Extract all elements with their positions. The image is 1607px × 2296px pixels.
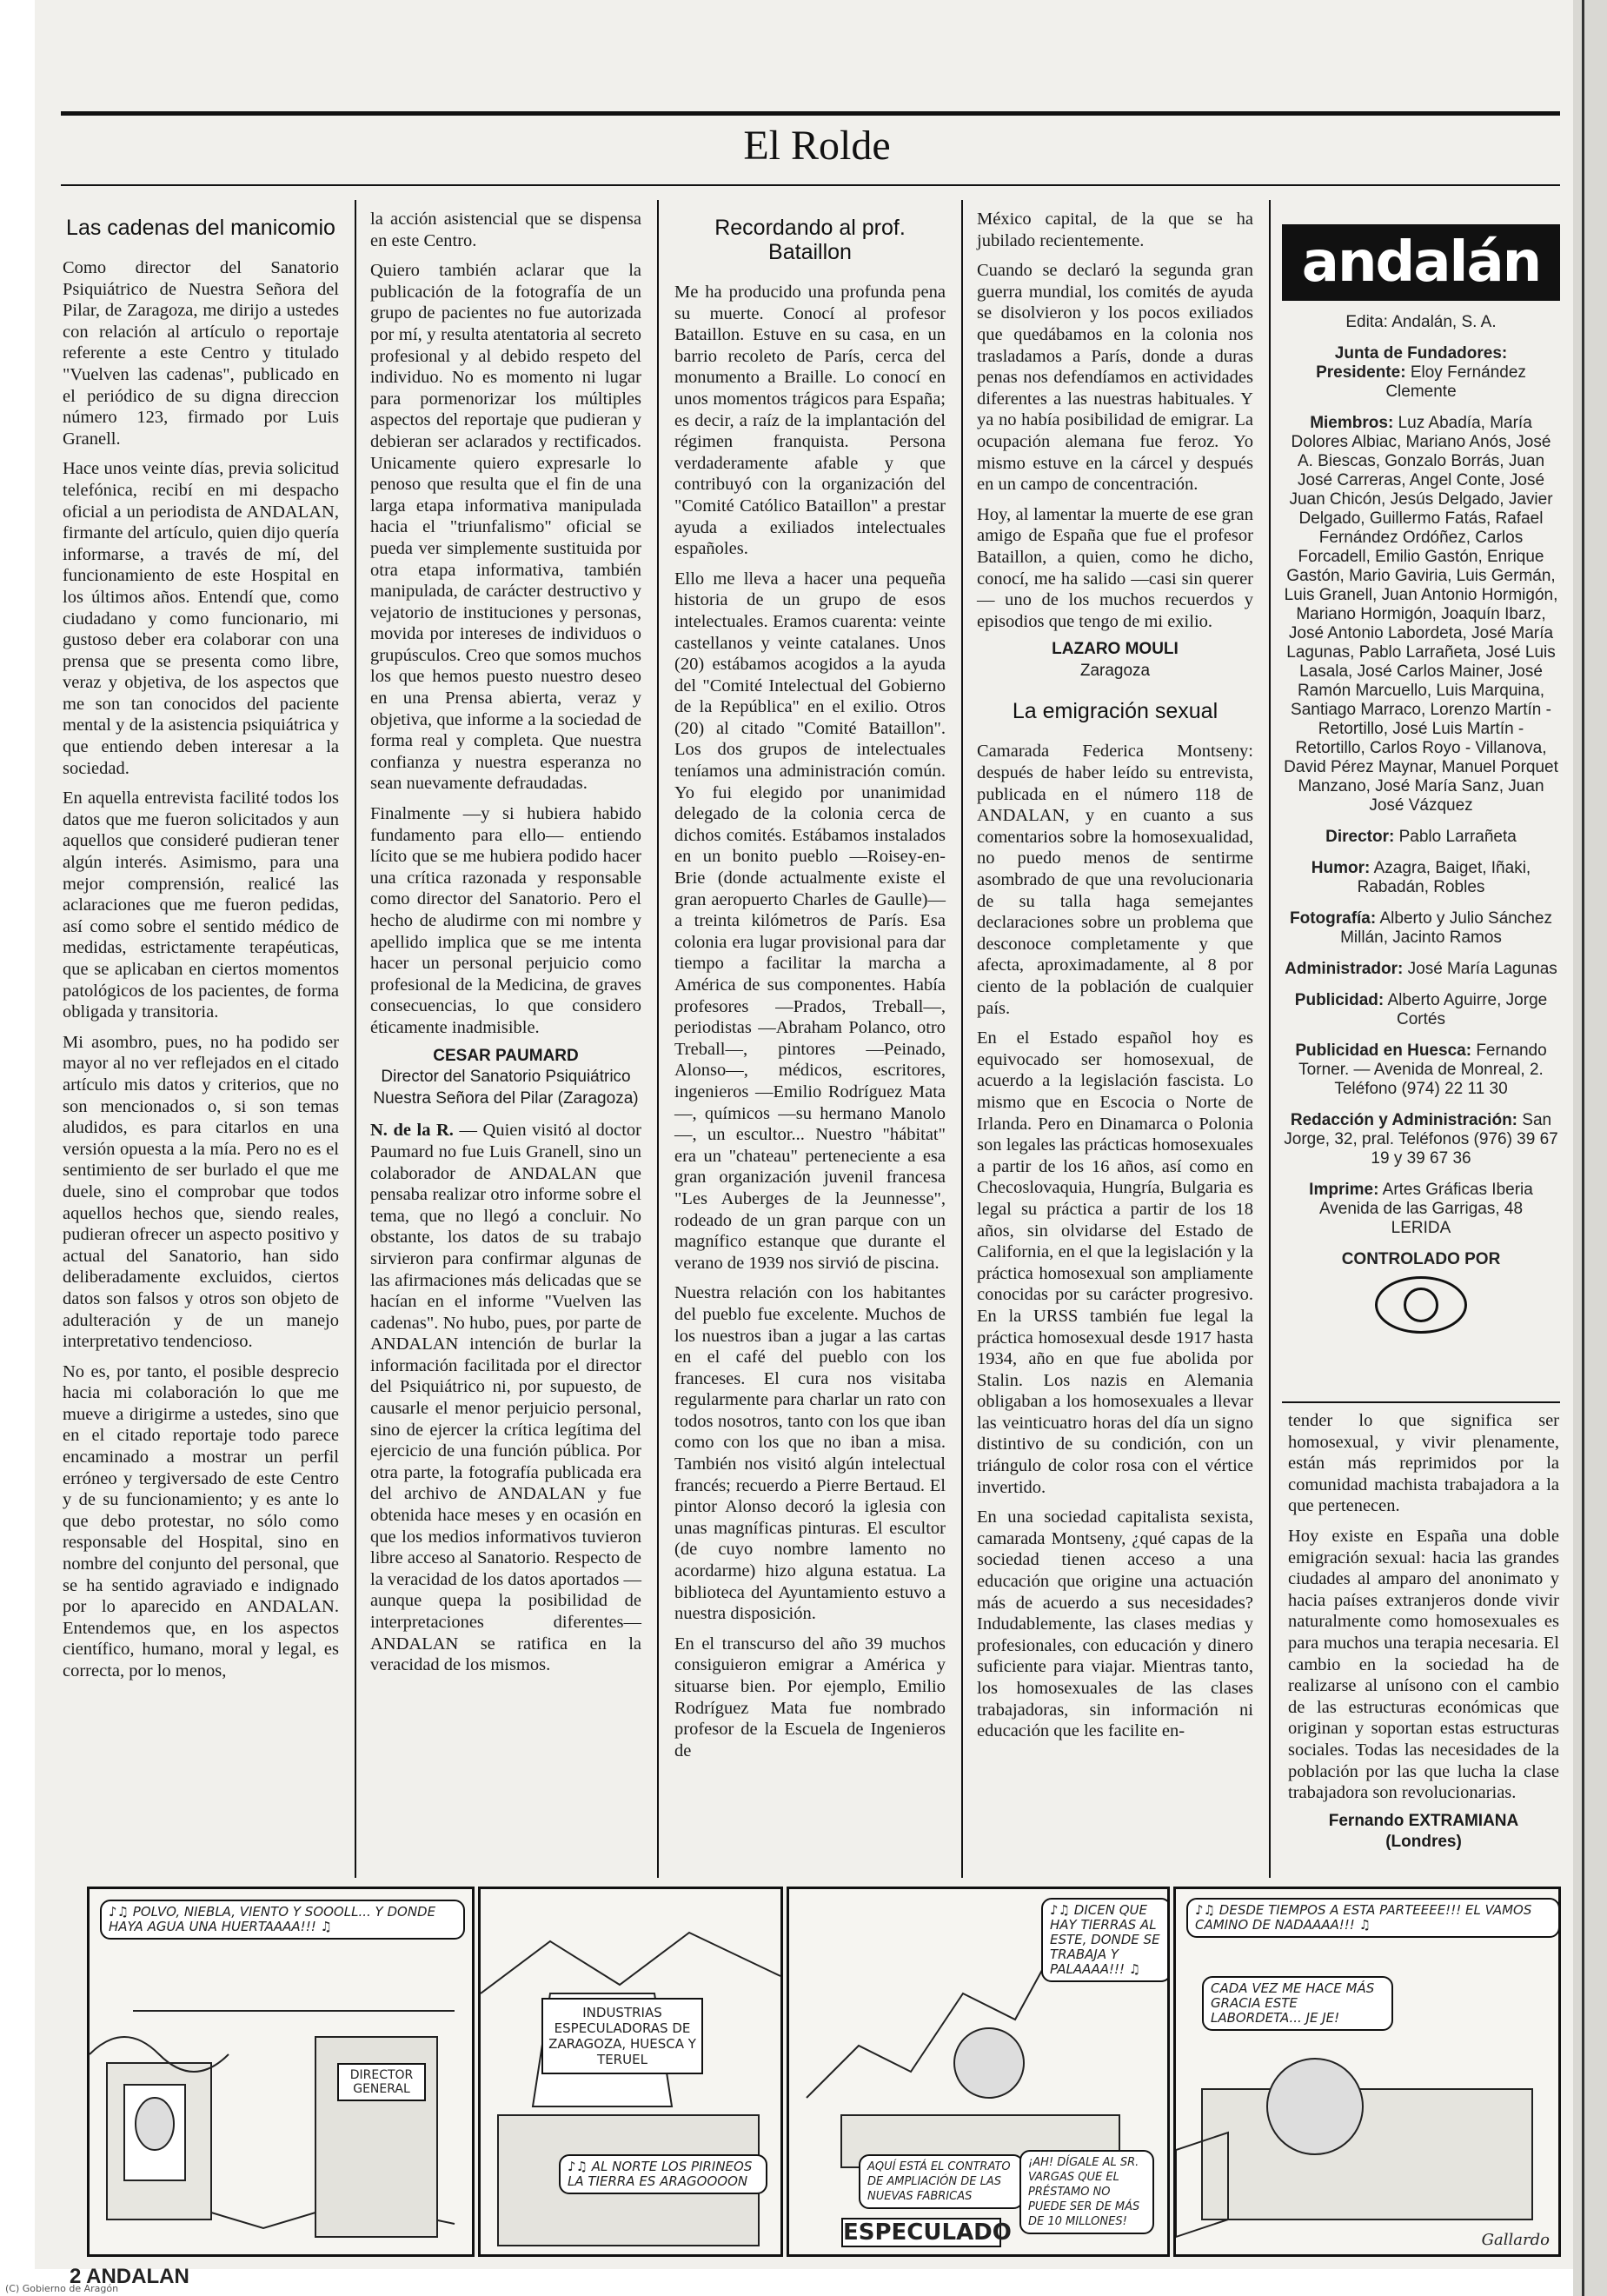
section-title: El Rolde	[743, 123, 891, 169]
headline-cadenas: Las cadenas del manicomio	[66, 216, 335, 240]
advertising-line: Publicidad: Alberto Aguirre, Jorge Cortés	[1294, 991, 1548, 1028]
paragraph: Cuando se declaró la segunda gran guerra mundial, los comités de ayuda se disolvieron y los pocos exiliados que quedábamos en la colonia nos trasladamos a París, donde a duras penas nos defendíamos en actividades diferentes a las nuestras habituales. Y ya no había posibilidad de emigrar. La ocupación alemana fue feroz. Yo mismo estuve en la cárcel y después en un campo de concentración.	[977, 261, 1253, 495]
admin-line: Administrador: José María Lagunas	[1285, 960, 1557, 978]
editorial-address-line: Redacción y Administración: San Jorge, 32, pral. Teléfonos (976) 39 67 19 y 39 67 36	[1284, 1111, 1558, 1168]
ojd-seal-icon	[1375, 1276, 1467, 1334]
paragraph: Camarada Federica Montseny: después de haber leído su entrevista, publicada en el número 118 de ANDALAN, y en cuanto a sus comentarios sobre la homosexualidad, no puedo menos de sentirme asombrado de que una revolucionaria de su talla haga semejantes declaraciones sobre un problema que desconoce completamente y que afecta, aproximadamente, al 8 por ciento de la población de cualquier país.	[977, 742, 1253, 1018]
paragraph: En aquella entrevista facilité todos los datos que me fueron solicitados y aun aquellos que consideré pudieran tener algún interés. Asimismo, para una mejor comprensión, realicé las aclaraciones que me fueron pedidas, así como sobre el sentido médico de medidas, estrictamente terapéuticas, que se aplicaban en ciertos momentos patológicos de los pacientes, de forma obligada y transitoria.	[63, 789, 339, 1022]
director-door-sign: DIRECTOR GENERAL	[337, 2063, 426, 2101]
column-divider	[355, 200, 356, 1878]
comic-panel-3	[787, 1887, 1170, 2257]
huesca-line: Publicidad en Huesca: Fernando Torner. — Avenida de Monreal, 2. Teléfono (974) 22 11 30	[1295, 1042, 1547, 1098]
comic-panel-1	[87, 1887, 475, 2257]
paragraph: Hoy existe en España una doble emigración sexual: hacia las grandes ciudades al amparo del anonimato y hacia países extranjeros donde vivir naturalmente como homosexuales es para muchos una terapia necesaria. El cambio en la sociedad ha de realizarse al unísono con el cambio de las estructuras económicas que originan y soportan estas estructuras sociales. Todas las necesidades de la población por las que lucha la clase trabajadora son revolucionarias.	[1288, 1526, 1559, 1803]
column-divider	[961, 200, 963, 1878]
column-1	[63, 209, 339, 1682]
paragraph: No es, por tanto, el posible desprecio hacia mi colaboración lo que me mueve a dirigirme a ustedes, sino que en el citado reportaje todo parece encaminado a mostrar un perfil erróneo y tergiversado de este Centro y de su funcionamiento; y es ante lo que debo protestar, no sólo como responsable del Hospital, sino en nombre del conjunto del personal, que se ha sentido agraviado e indignado por lo aparecido en ANDALAN. Entendemos que, en los aspectos científico, humano, moral y legal, es correcta, por lo menos,	[63, 1361, 339, 1680]
paragraph: Nuestra relación con los habitantes del pueblo fue excelente. Muchos de los nuestros iban a jugar a las cartas en el café del pueblo con los franceses. El cura nos visitaba regularmente para charlar un rato con todos nosotros, tanto con los que iban como con los que no iban a misa. También nos visitó algún intelectual francés; recuerdo a Pierre Bertaud. El pintor Alonso decoró la iglesia con unas magníficas pinturas. El escultor (de cuyo nombre lamento no acordarme) hizo alguna estatua. La biblioteca del Ayuntamiento estuvo a nuestra disposición.	[674, 1283, 946, 1624]
controlled-label: CONTROLADO POR	[1341, 1250, 1501, 1268]
signature-city: (Londres)	[1385, 1833, 1462, 1852]
masthead	[1282, 198, 1560, 1402]
paragraph: Mi asombro, pues, no ha podido ser mayor al no ver reflejados en el citado artículo mis datos y criterios, que no son mencionados o, si son temas aludidos, es para citarlos en una versión opuesta a la mía. Pero no es el sentimiento de ser burlado el que me duele, sino el comprobar que todos aquellos hechos que, siendo reales, pudieran ofrecer un aspecto positivo y actual del Sanatorio, han sido deliberadamente excluidos, ciertos datos son falsos y otros son objeto de adulteración y de un manejo interpretativo tendencioso.	[63, 1032, 339, 1352]
paragraph: En una sociedad capitalista sexista, camarada Montseny, ¿qué capas de la sociedad tienen acceso a una educación que origine una actuación más de acuerdo a sus necesidades? Indudablemente, las clases medias y profesionales, con educación y dinero suficiente para viajar. Mientras tanto, los homosexuales de las clases trabajadoras, sin información ni educación que les facilite en-	[977, 1507, 1253, 1741]
comic-bubble: CADA VEZ ME HACE MÁS GRACIA ESTE LABORDETA... JE JE!	[1202, 1976, 1393, 2031]
junta-label: Junta de Fundadores:	[1334, 344, 1508, 363]
paragraph: Como director del Sanatorio Psiquiátrico de Nuestra Señora del Pilar, de Zaragoza, me dirijo a ustedes con relación al artículo o reportaje referente a este Centro y titulado "Vuelven las cadenas", publicado en el periódico de su digna direccion número 123, firmado por Luis Granell.	[63, 258, 339, 449]
paragraph: En el Estado español hoy es equivocado ser homosexual, de acuerdo a la legislación fascista. Lo mismo que en Escocia o Norte de Irlanda. Pero en Dinamarca o Polonia son legales las prácticas homosexuales a partir de los 16 años, así como en Checoslovaquia, Hungría, Bulgaria es legal su práctica a partir de los 18 años, sin olvidarse del Estado de California, en el que la legislación y la práctica homosexual son ampliamente conocidas por su carácter progresivo. En la URSS también fue legal la práctica homosexual desde 1917 hasta 1934, año en que fue abolida por Stalin. Los nazis en Alemania obligaban a los homosexuales a llevar las veinticuatro horas del día un signo distintivo de su condición, con un triángulo de color rosa con el vértice invertido.	[977, 1028, 1253, 1497]
signature-extramiana: Fernando EXTRAMIANA	[1328, 1811, 1519, 1830]
comic-bubble: ♪♫ DICEN QUE HAY TIERRAS AL ESTE, DONDE SE TRABAJA Y PALAAAA!!! ♫	[1041, 1898, 1170, 1982]
president-line: Presidente: Eloy Fernández Clemente	[1316, 363, 1526, 401]
signature-title: Director del Sanatorio Psiquiátrico Nuestra Señora del Pilar (Zaragoza)	[373, 1068, 639, 1108]
editor-note-text: — Quien visitó al doctor Paumard no fue Luis Granell, sino un colaborador de ANDALAN que pensaba realizar otro informe sobre el tema, que no llegó a concluir. No obstante, los datos de su trabajo sirvieron para confirmar algunas de las afirmaciones más delicadas que se hacían en el informe "Vuelven las cadenas". No hubo, pues, por parte de ANDALAN intención de burlar la información facilitada por el director del Psiquiátrico ni, por supuesto, de causarle el menor perjuicio personal, sino de ejercer la crítica legítima del ejercicio de una función pública. Por otra parte, la fotografía publicada era del archivo de ANDALAN y fue obtenida hace meses y en ocasión en que los medios informativos tuvieron libre acceso al Sanatorio. Respecto de la veracidad de los datos aportados —aunque quepa la posibilidad de interpretaciones diferentes— ANDALAN se ratifica en la veracidad de los mismos.	[370, 1121, 641, 1675]
comic-panel-4	[1173, 1887, 1561, 2257]
top-rule	[61, 111, 1560, 116]
comic-bubble: ♪♫ AL NORTE LOS PIRINEOS LA TIERRA ES ARAGOOOON	[559, 2154, 767, 2194]
archive-credit: (C) Gobierno de Aragón	[5, 2283, 119, 2294]
page-footer: 2 ANDALAN	[70, 2265, 189, 2288]
members-line: Miembros: Luz Abadía, María Dolores Albiac, Mariano Anós, José A. Biescas, Gonzalo Borrás, Juan José Carreras, Angel Conte, José Juan Chicón, Jesús Delgado, Javier Delgado, Guillermo Fatás, Rafael Fernández Ordóñez, Carlos Forcadell, Emilio Gastón, Enrique Gastón, Mario Gaviria, Luis Germán, Luis Granell, Juan Antonio Hormigón, Mariano Hormigón, Joaquín Ibarz, José Antonio Labordeta, José María Lagunas, Pablo Larrañeta, José Luis Lasala, José Carlos Mainer, José Ramón Marcuello, Luis Marquina, Santiago Marraco, Lorenzo Martín - Retortillo, José Luis Martín - Retortillo, Carlos Royo - Villanova, David Pérez Maynar, Manuel Porquet Manzano, José María Sanz, Juan José Vázquez	[1284, 414, 1558, 815]
masthead-rule	[1282, 1401, 1560, 1403]
comic-panel-2	[478, 1887, 783, 2257]
paragraph: Finalmente —y si hubiera habido fundamento para ello— entiendo lícito que se me hubiera podido hacer una crítica razonada y responsable como director del Sanatorio. Pero el hecho de aludirme con mi nombre y apellido implica que se me intenta hacer un personal perjuicio como profesional de la Medicina, de graves consecuencias, lo que considero éticamente inadmisible.	[370, 804, 641, 1037]
paragraph: tender lo que significa ser homosexual, y vivir plenamente, están más reprimidos por la comunidad machista trabajadora a la que pertenecen.	[1288, 1411, 1559, 1516]
printer-line: Imprime: Artes Gráficas Iberia Avenida de las Garrigas, 48	[1309, 1181, 1533, 1218]
signature-city: Zaragoza	[1079, 661, 1151, 680]
comic-drawing-4	[1176, 1889, 1558, 2254]
signature-mouli: LAZARO MOULI	[1052, 640, 1179, 659]
comic-bubble: AQUÍ ESTÁ EL CONTRATO DE AMPLIACIÓN DE LAS NUEVAS FABRICAS	[859, 2154, 1024, 2209]
paragraph: Hace unos veinte días, previa solicitud telefónica, recibí en mi despacho oficial a un periodista de ANDALAN, firmante del artículo, quien dijo quería informarse, a través de mí, del funcionamiento de este Hospital en los últimos años. Entendí que, como ciudadano y como funcionario, mi gustoso deber era colaborar con una prensa que se presenta como libre, veraz y objetiva, de los aspectos que me son tan conocidos del paciente mental y de la asistencia psiquiátrica y que entiendo deben interesar a la sociedad.	[63, 459, 339, 778]
speculator-sign: ESPECULADO	[843, 2219, 1012, 2246]
adjacent-page-edge	[1573, 0, 1607, 2296]
column-3	[674, 209, 946, 1761]
signature-paumard: CESAR PAUMARD	[433, 1046, 579, 1065]
industries-sign: INDUSTRIAS ESPECULADORAS DE ZARAGOZA, HUESCA Y TERUEL	[541, 1998, 703, 2074]
column-4	[977, 209, 1253, 1742]
comic-bubble: ♪♫ POLVO, NIEBLA, VIENTO Y SOOOLL... Y DONDE HAYA AGUA UNA HUERTAAAA!!! ♫	[100, 1900, 465, 1940]
paragraph: Hoy, al lamentar la muerte de ese gran amigo de España que fue el profesor Bataillon, a quien, como he dicho, conocí, me ha salido —casi sin querer— uno de los muchos recuerdos y episodios que tengo de mi exilio.	[977, 504, 1253, 631]
paragraph: Me ha producido una profunda pena su muerte. Conocí al profesor Bataillon. Estuve en su casa, en un barrio recoleto de París, cerca del monumento a Braille. Lo conocí en unos momentos trágicos para España; es decir, a raíz de la implantación del régimen franquista. Persona verdaderamente afable y que contribuyó con la organización del "Comité Católico Bataillon" a prestar ayuda a exiliados intelectuales españoles.	[674, 283, 946, 559]
paragraph: Quiero también aclarar que la publicación de la fotografía de un grupo de pacientes no fue autorizada por mí, y resulta atentatoria al secreto profesional y al debido respeto del individuo. No es momento ni lugar para pormenorizar los múltiples aspectos del reportaje que pudieran y debieran ser aclarados y rectificados. Unicamente quiero expresarle lo penoso que resulta que el fin de una larga etapa informativa manipulada hacia el "triunfalismo" oficial se pueda ver simplemente sustituida por otra etapa informativa, también manipulada, de carácter destructivo y vejatorio de instituciones y personas, movida por intereses de individuos o grupúsculos. Creo que somos muchos los que hemos puesto nuestro deseo en una Prensa abierta, veraz y objetiva, que informe a la sociedad de forma real y completa. Que nuestra confianza y nuestra esperanza no sean nuevamente defraudadas.	[370, 261, 641, 794]
comic-bubble: ♪♫ DESDE TIEMPOS A ESTA PARTEEEE!!! EL VAMOS CAMINO DE NADAAAA!!! ♫	[1186, 1898, 1560, 1938]
paragraph: En el transcurso del año 39 muchos consiguieron emigrar a América y situarse bien. Por ejemplo, Emilio Rodríguez Mata fue nombrado profesor de la Escuela de Ingenieros de	[674, 1634, 946, 1760]
paragraph: la acción asistencial que se dispensa en este Centro.	[370, 210, 641, 250]
photo-line: Fotografía: Alberto y Julio Sánchez Millán, Jacinto Ramos	[1289, 909, 1552, 947]
humor-line: Humor: Azagra, Baiget, Iñaki, Rabadán, Robles	[1311, 859, 1531, 896]
column-2	[370, 209, 641, 1676]
column-5	[1288, 1410, 1559, 1853]
printer-city: LERIDA	[1391, 1219, 1451, 1237]
column-divider	[657, 200, 659, 1878]
paragraph: Ello me lleva a hacer una pequeña historia de un grupo de esos intelectuales. Eramos cuarenta: veinte castellanos y veinte catalanes. Unos (20) estábamos acogidos a la ayuda del "Comité Intelectual del Gobierno de la República" en el exilio. Otros (20) al citado "Comité Bataillon". Los dos grupos de intelectuales teníamos una administración común. Yo fui elegido por unanimidad delegado de la colonia cerca de dichos comités. Estábamos instalados en un bonito pueblo —Roisey-en-Brie (donde actualmente existe el gran aeropuerto Charles de Gaulle)— a treinta kilómetros de París. Esa colonia era lugar provisional para dar tiempo a facilitar la marcha a América de sus componentes. Había profesores —Prados, Treball—, periodistas —Abraham Polanco, otro Treball—, pintores —Peinado, Alonso—, médicos, escritores, ingenieros —Emilio Rodríguez Mata—, químicos —su hermano Manolo—, un escultor... Nuestro "hábitat" era un "chateau" perteneciente a esa gran organización juvenil francesa "Les Auberges de la Jeunnesse", rodeado de un gran parque con un magnífico estanque que durante el verano de 1939 nos sirvió de piscina.	[674, 569, 946, 1273]
paragraph: México capital, de la que se ha jubilado recientemente.	[977, 210, 1253, 250]
editor-note-label: N. de la R.	[370, 1121, 454, 1141]
andalan-logo: andalán	[1282, 224, 1560, 301]
comic-signature: Gallardo	[1481, 2231, 1550, 2249]
publisher: Edita: Andalán, S. A.	[1345, 313, 1497, 331]
editor-note	[370, 1120, 641, 1675]
headline-emigracion: La emigración sexual	[1012, 699, 1219, 724]
comic-bubble: ¡AH! DÍGALE AL SR. VARGAS QUE EL PRÉSTAMO NO PUEDE SER DE MÁS DE 10 MILLONES!	[1019, 2150, 1154, 2234]
director-line: Director: Pablo Larrañeta	[1325, 828, 1517, 846]
headline-bataillon: Recordando al prof. Bataillon	[714, 216, 906, 264]
column-divider	[1269, 200, 1271, 1878]
section-rule	[61, 184, 1560, 186]
